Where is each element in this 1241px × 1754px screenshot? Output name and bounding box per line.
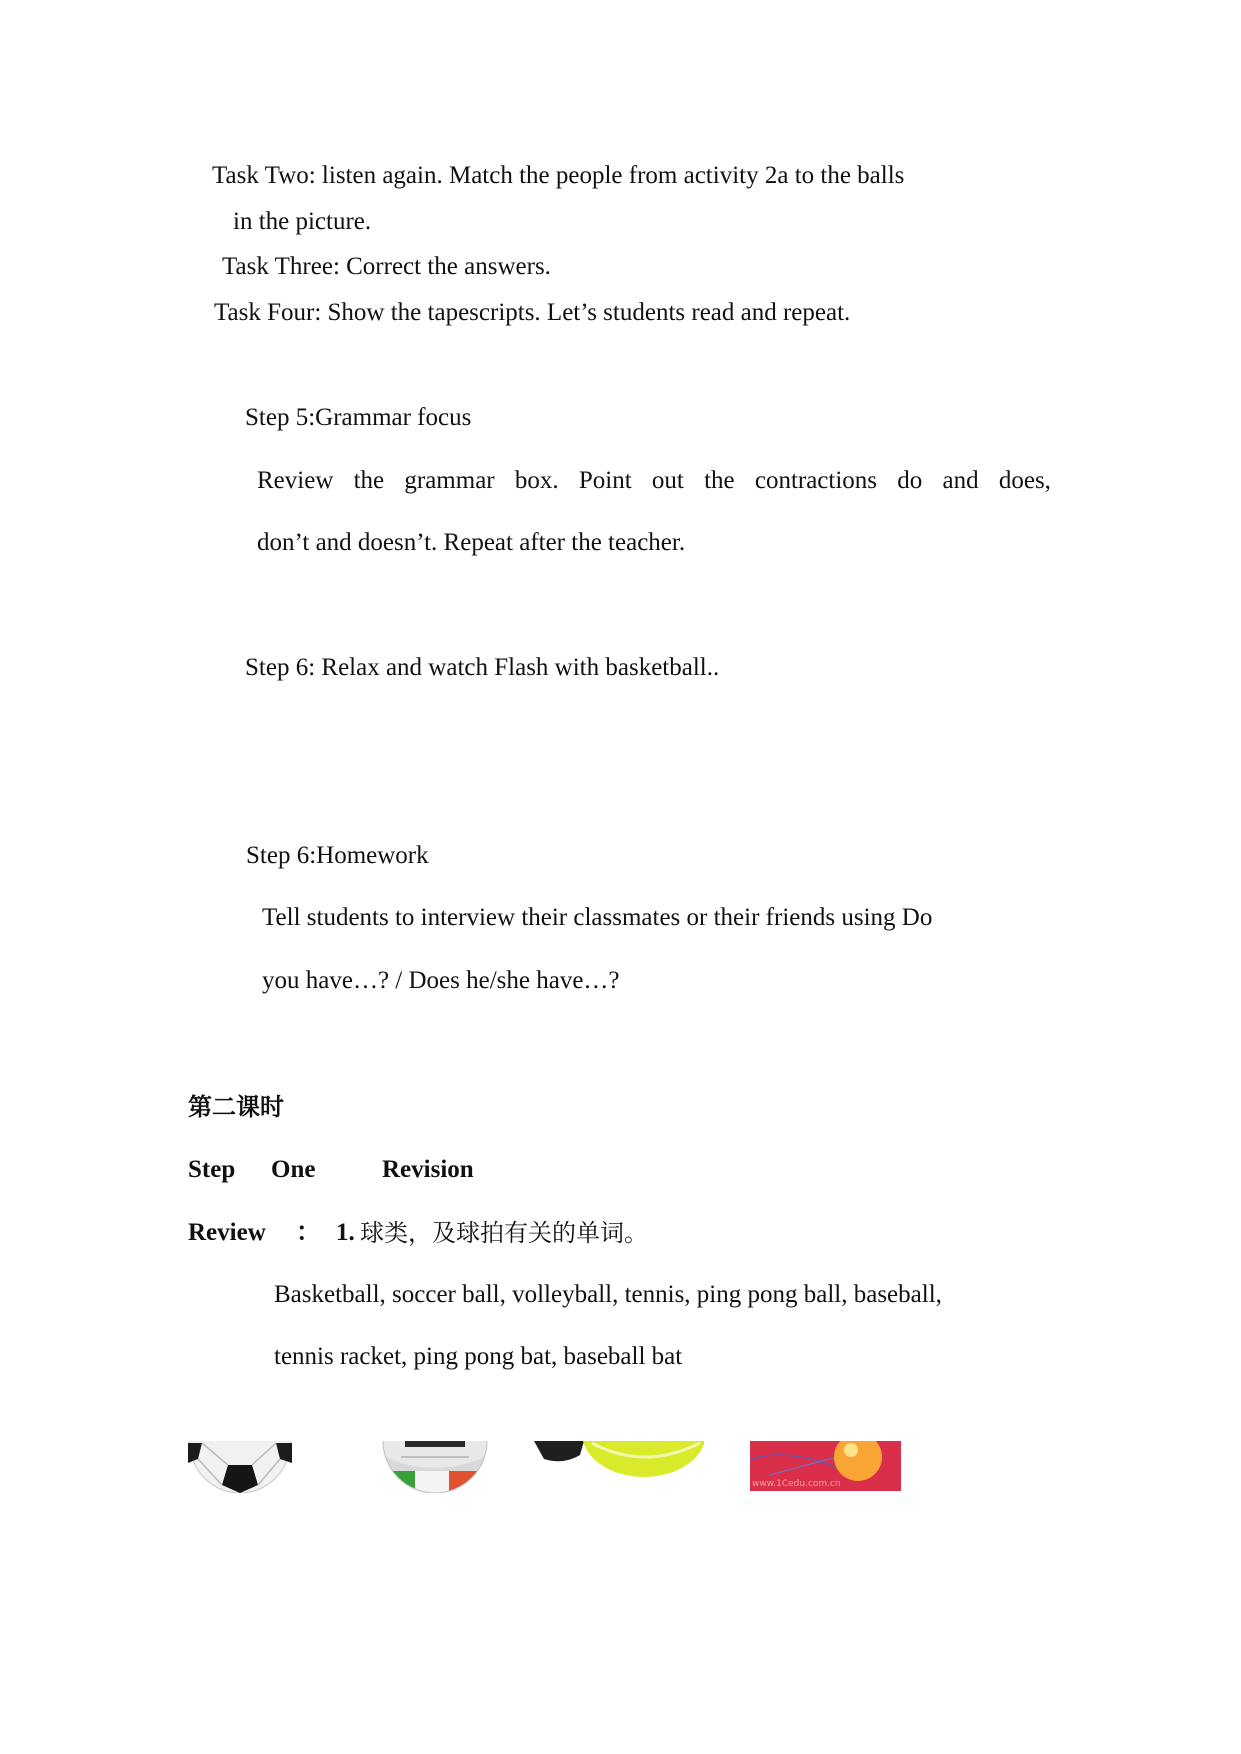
step5-line1-word: out <box>651 467 684 494</box>
soccer-ball-image <box>188 1441 292 1493</box>
step-one-row <box>188 1155 508 1185</box>
review-colon: ： <box>296 1219 322 1246</box>
review-text: 球类，及球拍有关的单词。 <box>360 1219 648 1247</box>
step5-line1-word: the <box>704 467 735 494</box>
step6-relax: Step 6: Relax and watch Flash with basketball.. <box>245 654 720 681</box>
ping-pong-ball-image <box>750 1441 901 1491</box>
step5-heading: Step 5:Grammar focus <box>245 404 472 431</box>
ball-words-line2: tennis racket, ping pong bat, baseball bat <box>274 1343 683 1370</box>
step6-homework-line1: Tell students to interview their classmates or their friends using Do <box>262 904 933 931</box>
step-label: Step <box>188 1156 236 1183</box>
review-row <box>188 1218 748 1248</box>
task-three: Task Three: Correct the answers. <box>222 253 551 280</box>
step-name: Revision <box>382 1156 474 1183</box>
step5-line2: don’t and doesn’t. Repeat after the teacher. <box>257 529 686 556</box>
soccer-ball-icon <box>188 1441 292 1493</box>
step5-line1-word: and <box>942 467 979 494</box>
lesson2-title: 第二课时 <box>188 1093 284 1121</box>
task-two-line2: in the picture. <box>233 208 372 235</box>
step5-line1-word: do <box>897 467 923 494</box>
volleyball-image <box>381 1441 489 1493</box>
step5-line1-word: does, <box>998 467 1051 494</box>
ball-words-line1: Basketball, soccer ball, volleyball, tennis, ping pong ball, baseball, <box>274 1281 942 1308</box>
watermark-text: www.1Cedu.com.cn <box>752 1479 841 1489</box>
task-two-line1: Task Two: listen again. Match the people from activity 2a to the balls <box>212 162 905 189</box>
step5-line1-word: Review <box>257 467 334 494</box>
step6-homework-line2: you have…? / Does he/she have…? <box>262 967 620 994</box>
step5-line1-word: grammar <box>404 467 495 494</box>
volleyball-icon <box>381 1441 489 1493</box>
tennis-ball-icon <box>534 1441 704 1485</box>
review-label: Review <box>188 1219 266 1246</box>
task-four: Task Four: Show the tapescripts. Let’s students read and repeat. <box>214 299 851 326</box>
step5-line1-word: contractions <box>754 467 878 494</box>
step5-line1-word: Point <box>578 467 632 494</box>
step6-homework-heading: Step 6:Homework <box>246 842 429 869</box>
review-number: 1. <box>336 1219 355 1246</box>
step5-line1-word: the <box>353 467 385 494</box>
step-number: One <box>271 1156 316 1183</box>
tennis-ball-image <box>534 1441 704 1485</box>
step5-line1 <box>257 466 1051 496</box>
step5-line1-word: box. <box>514 467 559 494</box>
